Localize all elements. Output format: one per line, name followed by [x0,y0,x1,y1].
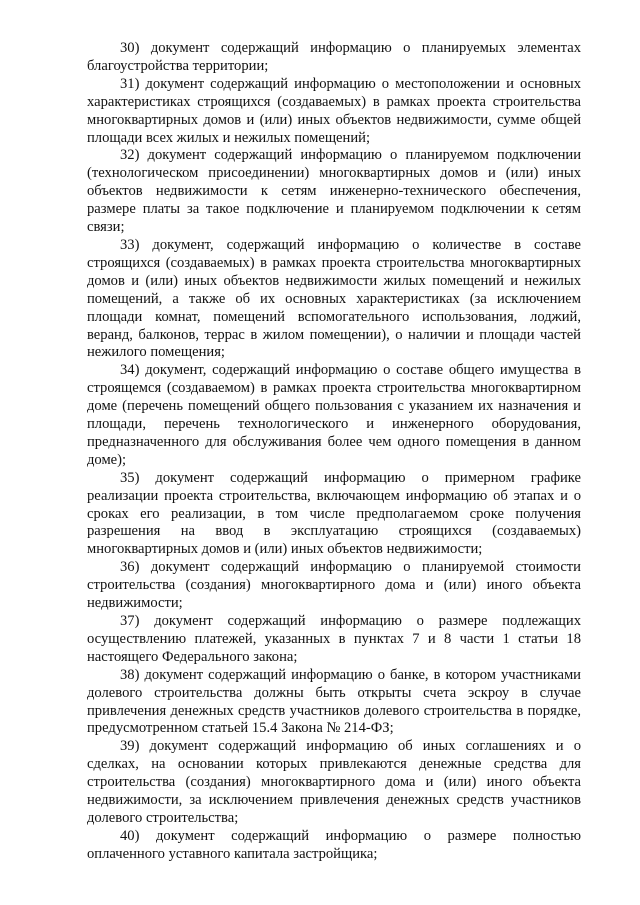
list-item: 40) документ содержащий информацию о размере полностью оплаченного уставного капитала застройщика; [87,827,581,862]
list-item: 37) документ содержащий информацию о размере подлежащих осуществлению платежей, указанных в пунктах 7 и 8 части 1 статьи 18 настоящего Федерального закона; [87,613,581,665]
list-item: 36) документ содержащий информацию о планируемой стоимости строительства (создания) многоквартирного дома и (или) иного объекта недвижимости; [87,559,581,612]
list-item: 39) документ содержащий информацию об иных соглашениях и о сделках, на основании которых привлекаются денежные средства для строительства (создания) многоквартирного дома и (или) иного объекта недвижимости, за исключением привлечения денежных средств участников долевого строительства; [87,738,581,826]
list-item: 35) документ содержащий информацию о примерном графике реализации проекта строительства, включающем информацию об этапах и о сроках его реализации, в том числе предполагаемом сроке получения разрешения на ввод в эксплуатацию строящихся (создаваемых) многоквартирных домов и (или) иных объектов недвижимости; [87,469,581,558]
list-item: 38) документ содержащий информацию о банке, в котором участниками долевого строительства должны быть открыты счета эскроу в случае привлечения денежных средств участников долевого строительства в порядке, предусмотренном статьей 15.4 Закона № 214-ФЗ; [87,666,581,737]
list-item: 30) документ содержащий информацию о планируемых элементах благоустройства территории; [87,40,581,74]
list-item: 34) документ, содержащий информацию о составе общего имущества в строящемся (создаваемом) в рамках проекта строительства многоквартирном доме (перечень помещений общего пользования с указанием их назначения и площади, перечень технологического и инженерного оборудования, предназначенного для обслуживания более чем одного помещения в данном доме); [87,362,581,468]
document-body [87,40,581,864]
list-item: 32) документ содержащий информацию о планируемом подключении (технологическом присоединении) многоквартирных домов и (или) иных объектов недвижимости к сетям инженерно-технического обеспечения, размере платы за такое подключение и планируемом подключении к сетям связи; [87,147,581,236]
list-item: 31) документ содержащий информацию о местоположении и основных характеристиках строящихся (создаваемых) в рамках проекта строительства многоквартирных домов и (или) иных объектов недвижимости, сумме общей площади всех жилых и нежилых помещений; [87,75,581,146]
list-item: 33) документ, содержащий информацию о количестве в составе строящихся (создаваемых) в рамках проекта строительства многоквартирных домов и (или) иных объектов недвижимости жилых помещений и нежилых помещений, а также об их основных характеристиках (за исключением площади комнат, помещений вспомогательного использования, лоджий, веранд, балконов, террас в жилом помещении), о наличии и площади частей нежилого помещения; [87,236,581,361]
